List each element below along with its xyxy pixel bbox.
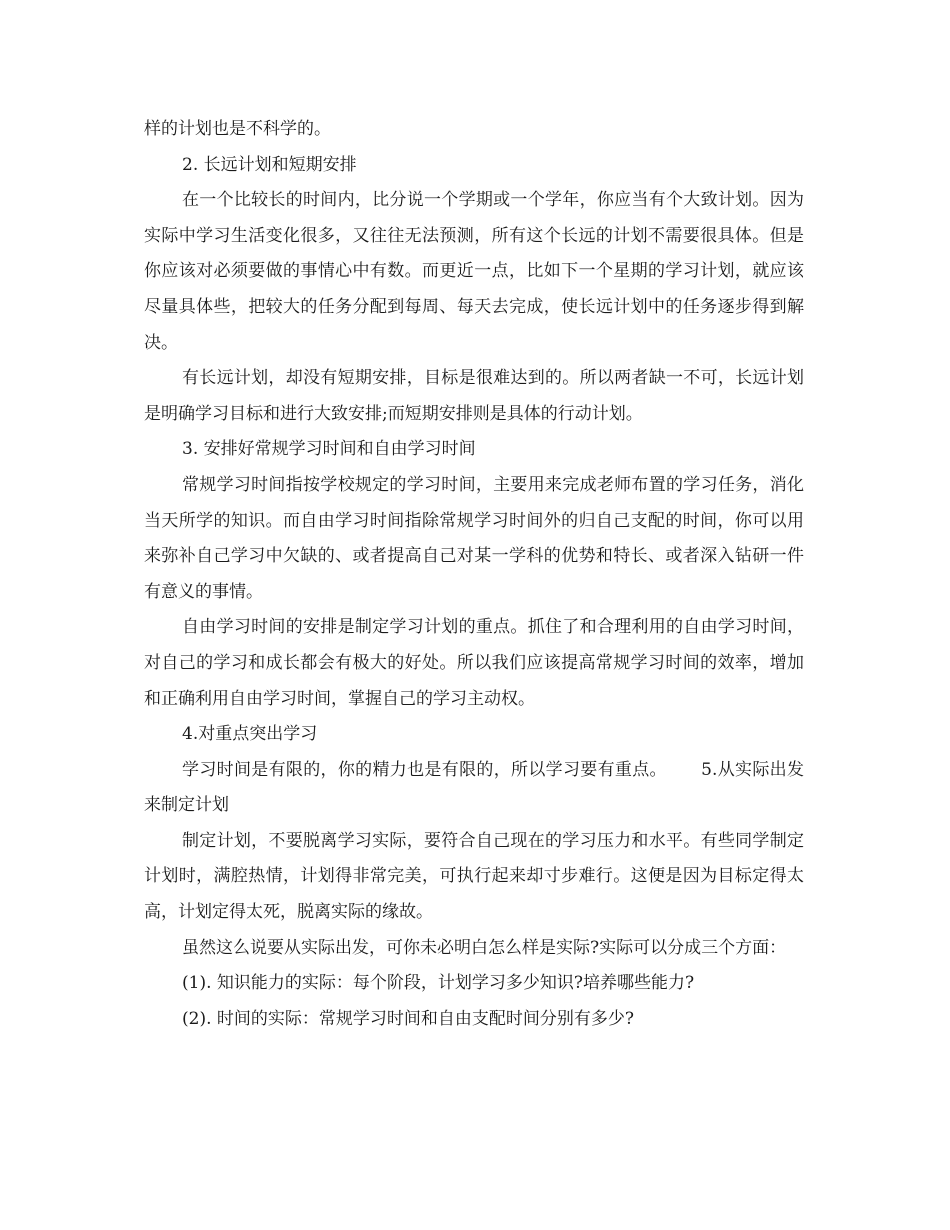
section-heading-3: 3. 安排好常规学习时间和自由学习时间 — [182, 439, 476, 460]
section-heading-2: 2. 长远计划和短期安排 — [182, 154, 357, 175]
list-item-2: (2). 时间的实际：常规学习时间和自由支配时间分别有多少? — [182, 1008, 635, 1029]
paragraph-continuation: 样的计划也是不科学的。 — [144, 119, 331, 139]
document-page — [144, 112, 804, 1037]
paragraph: 在一个比较长的时间内，比分说一个学期或一个学年，你应当有个大致计划。因为实际中学习生活变化很多，又往往无法预测，所有这个长远的计划不需要很具体。但是你应该对必须要做的事情心中有数。而更近一点，比如下一个星期的学习计划，就应该尽量具体些，把较大的任务分配到每周、每天去完成，使长远计划中的任务逐步得到解决。 — [144, 190, 804, 353]
paragraph: 有长远计划，却没有短期安排，目标是很难达到的。所以两者缺一不可，长远计划是明确学习目标和进行大致安排;而短期安排则是具体的行动计划。 — [144, 368, 804, 424]
paragraph: 自由学习时间的安排是制定学习计划的重点。抓住了和合理利用的自由学习时间，对自己的学习和成长都会有极大的好处。所以我们应该提高常规学习时间的效率，增加和正确利用自由学习时间，掌握自己的学习主动权。 — [144, 617, 804, 709]
paragraph: 学习时间是有限的，你的精力也是有限的，所以学习要有重点。 5.从实际出发来制定计划 — [144, 759, 804, 816]
list-item-1: (1). 知识能力的实际：每个阶段，计划学习多少知识?培养哪些能力? — [182, 973, 695, 994]
paragraph: 虽然这么说要从实际出发，可你未必明白怎么样是实际?实际可以分成三个方面： — [182, 937, 787, 958]
paragraph: 常规学习时间指按学校规定的学习时间，主要用来完成老师布置的学习任务，消化当天所学的知识。而自由学习时间指除常规学习时间外的归自己支配的时间，你可以用来弥补自己学习中欠缺的、或者提高自己对某一学科的优势和特长、或者深入钻研一件有意义的事情。 — [144, 474, 804, 602]
paragraph: 制定计划，不要脱离学习实际，要符合自己现在的学习压力和水平。有些同学制定计划时，满腔热情，计划得非常完美，可执行起来却寸步难行。这便是因为目标定得太高，计划定得太死，脱离实际的缘故。 — [144, 830, 804, 923]
section-heading-4: 4.对重点突出学习 — [182, 724, 318, 745]
